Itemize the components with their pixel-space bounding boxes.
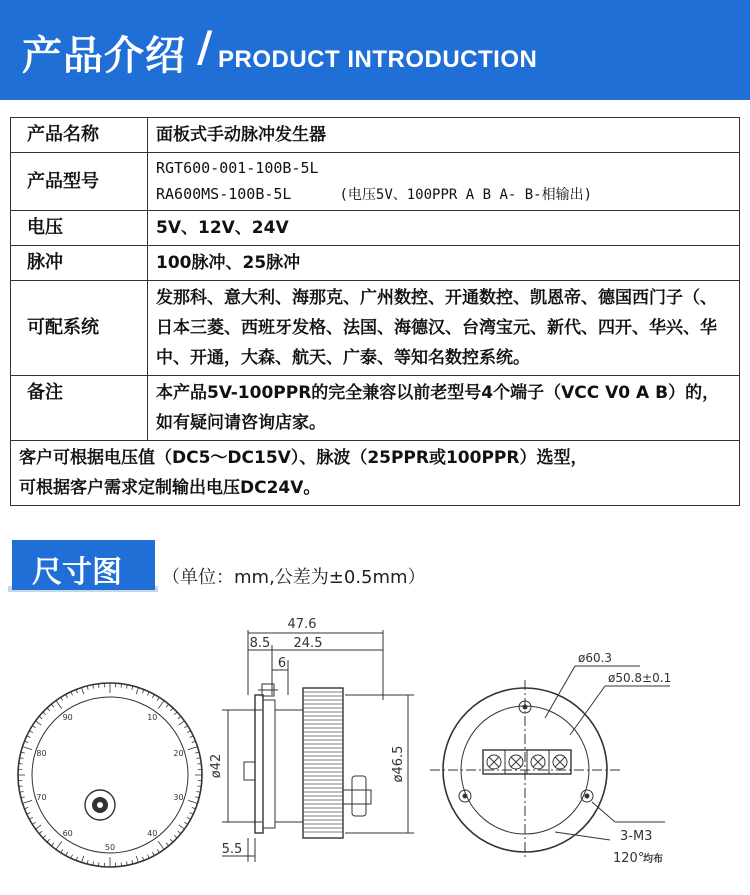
dial-tick bbox=[39, 716, 42, 719]
dial-tick bbox=[147, 692, 149, 696]
dial-tick bbox=[61, 849, 63, 852]
dial-tick bbox=[184, 822, 187, 824]
dial-tick bbox=[43, 712, 46, 715]
section-header-dimensions bbox=[12, 540, 155, 590]
dial-tick bbox=[184, 726, 187, 728]
dial-number: 50 bbox=[104, 843, 116, 852]
spec-label-voltage: 电压 bbox=[11, 211, 148, 246]
banner-title-en: PRODUCT INTRODUCTION bbox=[218, 46, 538, 73]
dial-tick bbox=[158, 701, 164, 709]
dial-tick bbox=[190, 812, 194, 814]
dial-tick bbox=[170, 839, 173, 842]
spec-label-name: 产品名称 bbox=[11, 118, 148, 153]
dial-tick bbox=[56, 841, 62, 849]
spec-row-name bbox=[11, 118, 740, 153]
dial-tick bbox=[23, 800, 33, 803]
dial-tick bbox=[19, 763, 23, 764]
dial-tick bbox=[51, 704, 54, 707]
model-line-1: RGT600-001-100B-5L bbox=[156, 159, 319, 177]
dial-number: 40 bbox=[147, 829, 158, 839]
section-title-dimensions: 尺寸图 bbox=[32, 555, 122, 590]
dim-bottom: 5.5 bbox=[221, 842, 243, 857]
dial-number: 30 bbox=[173, 793, 184, 803]
dial-tick bbox=[197, 763, 201, 764]
dial-tick bbox=[190, 736, 194, 738]
spec-value-model bbox=[148, 153, 740, 211]
dial-tick bbox=[121, 684, 122, 688]
spec-label-model: 产品型号 bbox=[11, 153, 148, 211]
banner-slash: / bbox=[197, 22, 213, 71]
dial-tick bbox=[71, 855, 73, 859]
dial-tick bbox=[32, 726, 35, 728]
dial-tick bbox=[121, 862, 122, 866]
dial-tick bbox=[66, 852, 68, 856]
dial-tick bbox=[23, 747, 33, 750]
terminal-screw-slot bbox=[555, 757, 565, 767]
dim-holes: 3-M3 bbox=[620, 829, 653, 844]
dial-tick bbox=[166, 843, 169, 846]
dial-tick bbox=[157, 697, 159, 700]
dial-number: 20 bbox=[173, 748, 184, 758]
dial-tick bbox=[98, 684, 99, 688]
spec-value-systems: 发那科、意大利、海那克、广州数控、开通数控、凯恩帝、德国西门子（、日本三菱、西班牙发格、法国、海德汉、台湾宝元、新代、四开、华兴、华中、开通，大森、航天、广泰、等知名数控系统。 bbox=[148, 281, 740, 376]
footer-line-1: 客户可根据电压值（DC5～DC15V）、脉波（25PPR或100PPR）选型， bbox=[19, 448, 588, 468]
dim-step: 6 bbox=[277, 656, 287, 671]
dim-angle-note: 均布 bbox=[643, 854, 663, 865]
dial-tick bbox=[71, 692, 73, 696]
dial-tick bbox=[82, 688, 84, 695]
dial-tick bbox=[56, 701, 62, 709]
dim-flange: 8.5 bbox=[249, 636, 271, 651]
spec-value-name: 面板式手动脉冲发生器 bbox=[148, 118, 740, 153]
dial-number: 70 bbox=[36, 793, 47, 803]
spec-row-footer bbox=[11, 441, 740, 506]
dial-tick bbox=[178, 716, 181, 719]
dim-dia-46-5: ø46.5 bbox=[391, 745, 406, 783]
dial-number: 10 bbox=[147, 712, 158, 722]
terminal-screw-slot bbox=[533, 757, 543, 767]
dial-front-view bbox=[18, 683, 202, 867]
spec-label-pulse: 脉冲 bbox=[11, 246, 148, 281]
dim-body: 24.5 bbox=[293, 636, 323, 651]
dial-tick bbox=[152, 852, 154, 856]
dial-tick bbox=[136, 688, 138, 695]
dial-tick bbox=[36, 721, 42, 725]
dial-tick bbox=[43, 835, 46, 838]
dial-tick bbox=[179, 825, 185, 829]
dial-tick bbox=[170, 708, 173, 711]
dial-tick bbox=[36, 825, 42, 829]
dial-tick bbox=[98, 862, 99, 866]
dial-tick bbox=[152, 694, 154, 698]
dial-inner-ring bbox=[32, 697, 188, 853]
dial-tick bbox=[187, 817, 191, 819]
dial-tick bbox=[47, 839, 50, 842]
model-line-2: RA600MS-100B-5L bbox=[156, 185, 292, 203]
model-note: (电压5V、100PPR A B A- B-相输出) bbox=[339, 187, 593, 203]
dial-outer-ring bbox=[18, 683, 202, 867]
dial-tick bbox=[158, 841, 164, 849]
footer-line-2: 可根据客户需求定制输出电压DC24V。 bbox=[19, 478, 321, 498]
dial-tick bbox=[174, 835, 177, 838]
side-view bbox=[222, 630, 414, 862]
dial-tick bbox=[187, 731, 191, 733]
spec-row-remark bbox=[11, 376, 740, 441]
dial-tick bbox=[29, 817, 33, 819]
dial-tick bbox=[27, 812, 31, 814]
spec-value-voltage: 5V、12V、24V bbox=[148, 211, 740, 246]
dial-knob-hole bbox=[97, 802, 103, 808]
spec-row-systems bbox=[11, 281, 740, 376]
dial-tick bbox=[197, 786, 201, 787]
spec-row-voltage bbox=[11, 211, 740, 246]
dial-tick bbox=[147, 855, 149, 859]
dial-tick bbox=[51, 843, 54, 846]
dim-dia-42: ø42 bbox=[209, 753, 224, 779]
title-banner bbox=[0, 0, 750, 100]
dimension-drawing bbox=[0, 600, 750, 895]
dial-tick bbox=[157, 849, 159, 852]
dial-tick bbox=[47, 708, 50, 711]
terminal-screw-slot bbox=[511, 757, 521, 767]
dial-tick bbox=[136, 856, 138, 863]
terminal-screw-slot bbox=[489, 757, 499, 767]
dial-number: 60 bbox=[62, 829, 73, 839]
dim-dia-60-3: ø60.3 bbox=[578, 651, 613, 665]
dim-overall-width: 47.6 bbox=[287, 617, 317, 632]
spec-footer bbox=[11, 441, 740, 506]
banner-title-zh: 产品介绍 bbox=[22, 33, 186, 79]
dim-dia-50-8: ø50.8±0.1 bbox=[608, 671, 672, 685]
dim-angle: 120° bbox=[613, 851, 645, 866]
dial-tick bbox=[19, 786, 23, 787]
dial-numbers bbox=[36, 713, 183, 852]
spec-row-pulse bbox=[11, 246, 740, 281]
dial-tick bbox=[179, 721, 185, 725]
unit-note: （单位：mm,公差为±0.5mm） bbox=[162, 567, 426, 588]
spec-value-pulse: 100脉冲、25脉冲 bbox=[148, 246, 740, 281]
spec-table bbox=[10, 117, 740, 506]
spec-row-model bbox=[11, 153, 740, 211]
dial-tick bbox=[188, 800, 198, 803]
dial-tick bbox=[61, 697, 63, 700]
dial-tick bbox=[178, 831, 181, 834]
dial-tick bbox=[188, 747, 198, 750]
dial-tick bbox=[66, 694, 68, 698]
spec-value-remark: 本产品5V-100PPR的完全兼容以前老型号4个端子（VCC V0 A B）的，如有疑问请咨询店家。 bbox=[148, 376, 740, 441]
dial-number: 80 bbox=[36, 748, 47, 758]
dial-tick bbox=[29, 731, 33, 733]
dial-tick bbox=[27, 736, 31, 738]
dial-tick bbox=[32, 822, 35, 824]
dial-ticks bbox=[18, 683, 202, 867]
dial-tick bbox=[39, 831, 42, 834]
dial-tick bbox=[82, 856, 84, 863]
spec-label-remark: 备注 bbox=[11, 376, 148, 441]
spec-label-systems: 可配系统 bbox=[11, 281, 148, 376]
dial-tick bbox=[174, 712, 177, 715]
dial-tick bbox=[166, 704, 169, 707]
dial-number: 90 bbox=[62, 712, 73, 722]
